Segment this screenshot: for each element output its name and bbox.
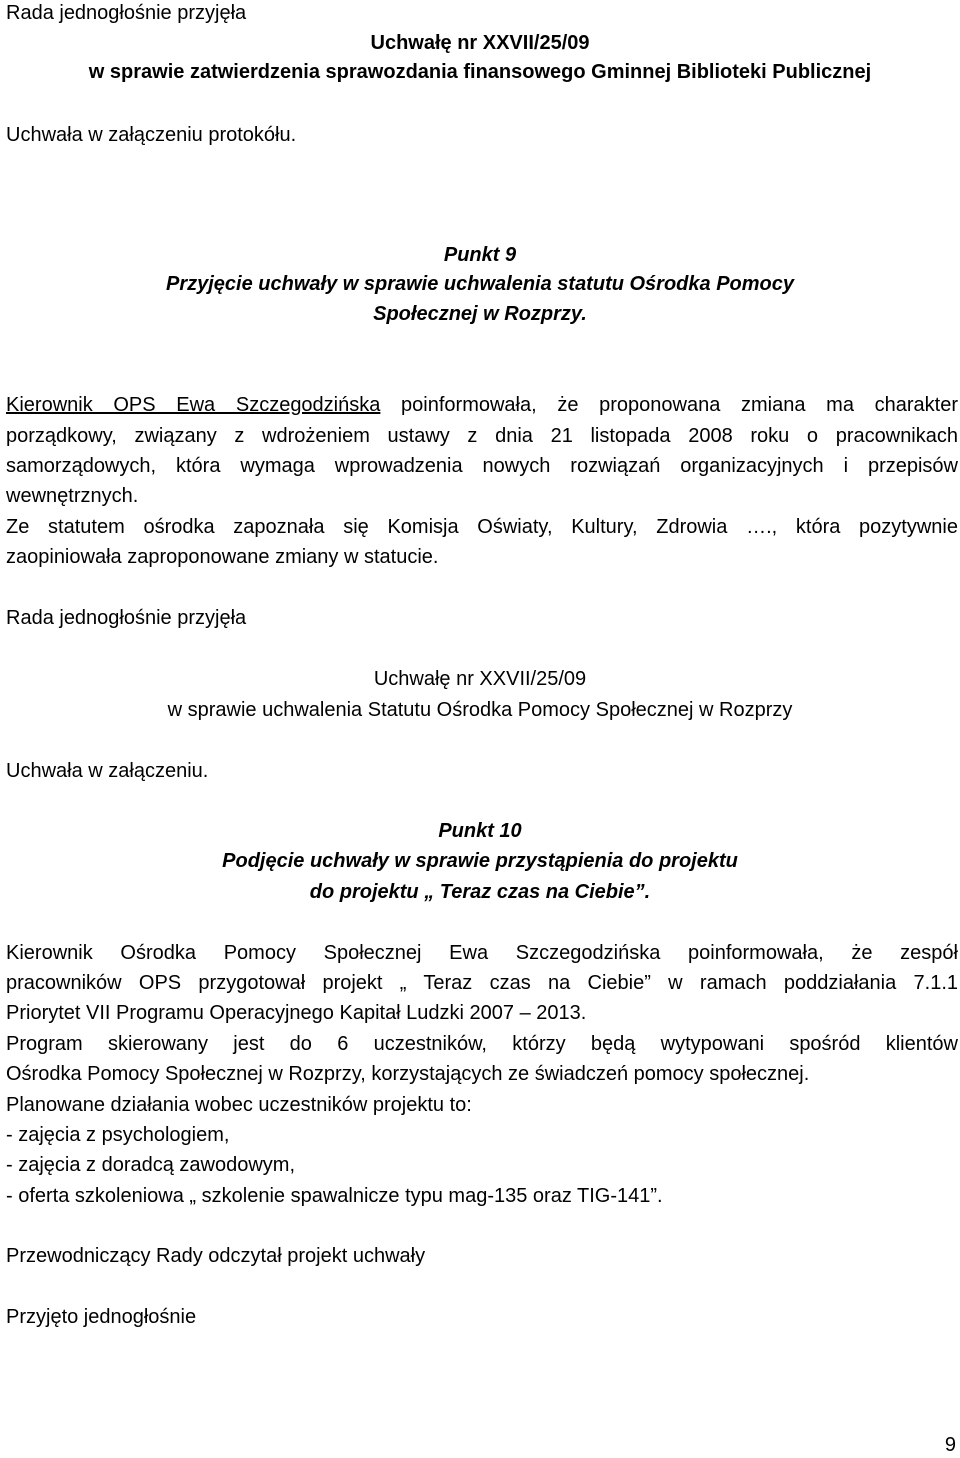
council-adopted-line-2: Rada jednogłośnie przyjęła bbox=[6, 607, 247, 629]
council-adopted-line: Rada jednogłośnie przyjęła bbox=[6, 2, 247, 24]
point-9-paragraph1-line3: samorządowych, która wymaga wprowadzenia nowych rozwiązań organizacyjnych i przepisów bbox=[6, 455, 958, 477]
point-9-subject-line2: Społecznej w Rozprzy. bbox=[373, 303, 587, 325]
adopted-unanimously-line: Przyjęto jednogłośnie bbox=[6, 1306, 197, 1328]
point-10-subject-line2: do projektu „ Teraz czas na Ciebie”. bbox=[309, 881, 651, 903]
point-9-subject-line1: Przyjęcie uchwały w sprawie uchwalenia statutu Ośrodka Pomocy bbox=[166, 273, 794, 295]
paragraph-text: poinformowała, że proponowana zmiana ma charakter bbox=[380, 394, 958, 416]
point-9-paragraph1-line1 bbox=[6, 392, 958, 418]
point-10-paragraph1-line3: Priorytet VII Programu Operacyjnego Kapitał Ludzki 2007 – 2013. bbox=[6, 1002, 587, 1024]
point-9-paragraph1-line2: porządkowy, związany z wdrożeniem ustawy z dnia 21 listopada 2008 roku o pracownikach bbox=[6, 425, 958, 447]
list-item: - zajęcia z psychologiem, bbox=[6, 1124, 230, 1146]
point-9-paragraph1-line4: wewnętrznych. bbox=[6, 485, 139, 507]
list-item: - oferta szkoleniowa „ szkolenie spawalnicze typu mag-135 oraz TIG-141”. bbox=[6, 1185, 663, 1207]
list-item: - zajęcia z doradcą zawodowym, bbox=[6, 1154, 296, 1176]
point-9-paragraph2-line2: zaopiniowała zaproponowane zmiany w statucie. bbox=[6, 546, 439, 568]
resolution-subject-heading: w sprawie zatwierdzenia sprawozdania finansowego Gminnej Biblioteki Publicznej bbox=[88, 61, 872, 83]
page-number: 9 bbox=[944, 1434, 956, 1456]
resolution-subject-heading-2: w sprawie uchwalenia Statutu Ośrodka Pomocy Społecznej w Rozprzy bbox=[167, 699, 793, 721]
point-9-title: Punkt 9 bbox=[443, 244, 517, 266]
annex-protocol-line: Uchwała w załączeniu protokółu. bbox=[6, 124, 297, 146]
point-10-paragraph1-line2: pracowników OPS przygotował projekt „ Teraz czas na Ciebie” w ramach poddziałania 7.1.1 bbox=[6, 972, 958, 994]
point-10-paragraph2-line1: Program skierowany jest do 6 uczestników, którzy będą wytypowani spośród klientów bbox=[6, 1033, 958, 1055]
point-10-paragraph2-line2: Ośrodka Pomocy Społecznej w Rozprzy, korzystających ze świadczeń pomocy społecznej. bbox=[6, 1063, 810, 1085]
resolution-number-heading-2: Uchwałę nr XXVII/25/09 bbox=[373, 668, 587, 690]
point-10-title: Punkt 10 bbox=[438, 820, 522, 842]
point-10-subject-line1: Podjęcie uchwały w sprawie przystąpienia do projektu bbox=[222, 850, 738, 872]
point-9-paragraph2-line1: Ze statutem ośrodka zapoznała się Komisja Oświaty, Kultury, Zdrowia …., która pozytywnie bbox=[6, 516, 958, 538]
resolution-number-heading: Uchwałę nr XXVII/25/09 bbox=[370, 32, 590, 54]
annex-line: Uchwała w załączeniu. bbox=[6, 760, 209, 782]
planned-activities-line: Planowane działania wobec uczestników projektu to: bbox=[6, 1094, 472, 1116]
speaker-name: Kierownik OPS Ewa Szczegodzińska bbox=[6, 394, 381, 416]
point-10-paragraph1-line1: Kierownik Ośrodka Pomocy Społecznej Ewa Szczegodzińska poinformowała, że zespół bbox=[6, 942, 958, 964]
chair-read-line: Przewodniczący Rady odczytał projekt uchwały bbox=[6, 1245, 426, 1267]
